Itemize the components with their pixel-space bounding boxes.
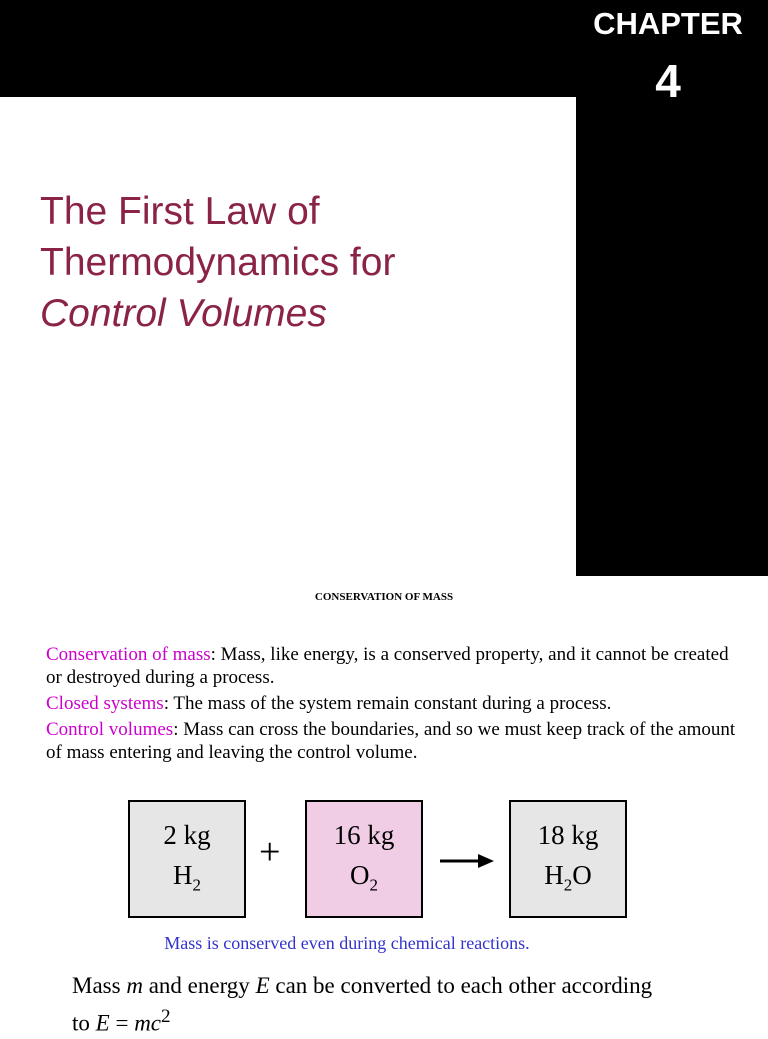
definition-text: : Mass, like energy, is a conserved property, and it cannot be created or destroyed during a process. [46,644,729,688]
product-h2o-formula [511,860,625,895]
formula-element: H [173,860,193,890]
definition-item [46,643,736,689]
equation-exponent: 2 [161,1006,171,1027]
definition-item [46,718,736,764]
reaction-arrow-icon [440,851,496,871]
equation-e: E [95,1010,110,1036]
definition-text: : Mass can cross the boundaries, and so we must keep track of the amount of mass entering and leaving the control volume. [46,719,736,763]
title-line-3: Control Volumes [40,292,327,335]
figure-caption: Mass is conserved even during chemical reactions. [164,933,530,953]
chapter-label: CHAPTER [593,6,743,41]
chapter-number: 4 [655,55,681,107]
equation-mc: mc [134,1010,162,1036]
definition-term: Closed systems [46,693,164,714]
definition-item [46,692,736,715]
reactant-o2-mass: 16 kg [333,820,395,850]
definition-term: Control volumes [46,719,174,740]
symbol-m: m [126,973,143,998]
definition-term: Conservation of mass [46,644,211,665]
definition-text: : The mass of the system remain constant during a process. [163,693,612,714]
product-h2o-box [509,800,627,918]
chapter-title [40,186,570,339]
statement-text: can be converted to each other according to [72,973,653,1036]
plus-sign: + [259,831,281,873]
statement-text: and energy [142,973,256,998]
reactant-h2-box [128,800,246,918]
product-h2o-mass: 18 kg [537,820,599,850]
statement-text: Mass [72,973,127,998]
title-line-2: Thermodynamics for [40,241,396,284]
reactant-o2-box [305,800,423,918]
title-line-1: The First Law of [40,190,320,233]
reactant-h2-mass: 2 kg [163,820,211,850]
equation-equals: = [109,1010,135,1036]
formula-element: H [544,860,564,890]
mass-energy-statement [72,970,672,1039]
formula-subscript: 2 [369,875,378,895]
section-heading: CONSERVATION OF MASS [314,591,454,603]
symbol-e: E [255,973,270,998]
reactant-h2-formula [130,860,244,895]
definitions [46,643,736,767]
formula-subscript: 2 [192,875,201,895]
formula-subscript: 2 [563,875,573,895]
formula-suffix: O [572,860,592,890]
reactant-o2-formula [307,860,421,895]
formula-element: O [350,860,370,890]
